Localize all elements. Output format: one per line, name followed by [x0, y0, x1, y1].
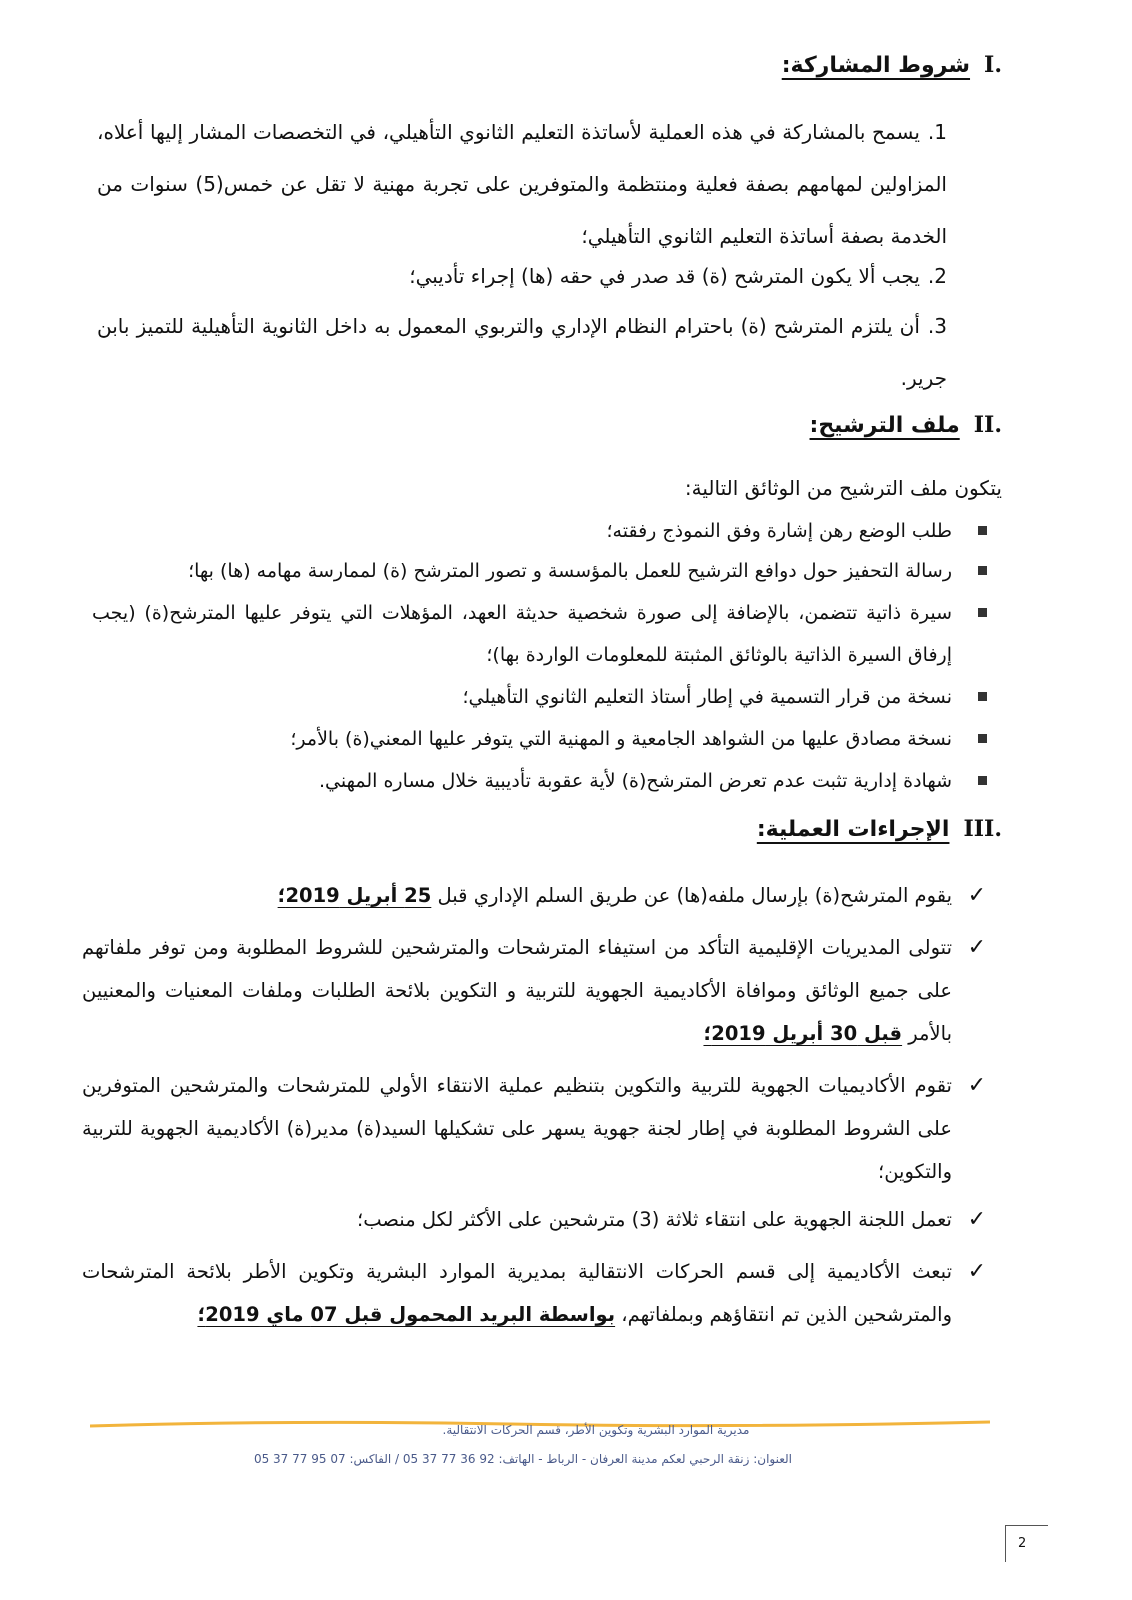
- condition-item: [97, 106, 947, 262]
- procedure-item: [82, 1064, 986, 1193]
- procedure-text: تتولى المديريات الإقليمية التأكد من استيفاء المترشحات والمترشحين للشروط المطلوبة ومن توفر ملفاتهم على جميع الوثائق وموافاة الأكاديمية الجهوية للتربية و التكوين بلائحة الطلبات وملفات المعنيات والمعنيين بالأمر: [82, 936, 952, 1045]
- bullet-square-icon: [978, 734, 987, 743]
- footer-address-line-1: مديرية الموارد البشرية وتكوين الأطر، قسم الحركات الانتقالية.: [442, 1423, 750, 1437]
- document-list-item: [92, 510, 952, 552]
- section-title: شروط المشاركة:: [781, 53, 971, 78]
- bullet-square-icon: [978, 566, 987, 575]
- condition-number: 2.: [927, 264, 947, 288]
- section-title: ملف الترشيح:: [809, 413, 960, 438]
- condition-text: أن يلتزم المترشح (ة) باحترام النظام الإداري والتربوي المعمول به داخل الثانوية التأهيلية للتميز بابن جرير.: [97, 314, 947, 390]
- procedure-deadline: 25 أبريل 2019؛: [277, 884, 432, 907]
- procedure-item: [82, 1198, 986, 1241]
- bullet-square-icon: [978, 692, 987, 701]
- dossier-intro: يتكون ملف الترشيح من الوثائق التالية:: [684, 476, 1002, 500]
- section-title: الإجراءات العملية:: [756, 817, 950, 842]
- section-heading-conditions: [782, 52, 1002, 78]
- checkmark-icon: ✓: [967, 1073, 986, 1098]
- procedure-item: [82, 1250, 986, 1336]
- checkmark-icon: ✓: [967, 1207, 986, 1232]
- checkmark-icon: ✓: [967, 883, 986, 908]
- document-text: نسخة من قرار التسمية في إطار أستاذ التعليم الثانوي التأهيلي؛: [462, 686, 952, 708]
- procedure-text: يقوم المترشح(ة) بإرسال ملفه(ها) عن طريق السلم الإداري قبل: [437, 884, 952, 907]
- procedure-item: [82, 926, 986, 1055]
- document-text: شهادة إدارية تثبت عدم تعرض المترشح(ة) لأية عقوبة تأديبية خلال مساره المهني.: [319, 770, 952, 792]
- bullet-square-icon: [978, 608, 987, 617]
- section-number: .I: [984, 52, 1002, 78]
- document-text: طلب الوضع رهن إشارة وفق النموذج رفقته؛: [606, 520, 952, 542]
- procedure-deadline: بواسطة البريد المحمول قبل 07 ماي 2019؛: [197, 1303, 616, 1326]
- condition-number: 3.: [927, 314, 947, 338]
- document-list-item: [92, 760, 952, 802]
- section-heading-dossier: [810, 412, 1002, 438]
- document-list-item: [92, 550, 952, 592]
- section-number: .III: [963, 816, 1002, 842]
- bullet-square-icon: [978, 776, 987, 785]
- document-list-item: [92, 718, 952, 760]
- page-number: 2: [1018, 1536, 1027, 1551]
- document-text: نسخة مصادق عليها من الشواهد الجامعية و المهنية التي يتوفر عليها المعني(ة) بالأمر؛: [290, 728, 952, 750]
- procedure-text: تبعث الأكاديمية إلى قسم الحركات الانتقالية بمديرية الموارد البشرية وتكوين الأطر بلائحة المترشحات والمترشحين الذين تم انتقاؤهم وبملفاتهم،: [82, 1260, 952, 1326]
- condition-item: [97, 250, 947, 302]
- document-text: رسالة التحفيز حول دوافع الترشيح للعمل بالمؤسسة و تصور المترشح (ة) لممارسة مهامه (ها) بها؛: [188, 560, 952, 582]
- section-number: .II: [973, 412, 1002, 438]
- footer-address-line-2: العنوان: زنقة الرحبي لعكم مدينة العرفان - الرباط - الهاتف: 92 36 77 37 05 / الفاكس: 07 95 77 37 05: [253, 1452, 792, 1466]
- procedure-item: [82, 874, 986, 917]
- document-list-item: [92, 676, 952, 718]
- condition-text: يسمح بالمشاركة في هذه العملية لأساتذة التعليم الثانوي التأهيلي، في التخصصات المشار إليها أعلاه، المزاولين لمهامهم بصفة فعلية ومنتظمة والمتوفرين على تجربة مهنية لا تقل عن خمس(5) سنوات من الخدمة بصفة أساتذة التعليم الثانوي التأهيلي؛: [97, 120, 947, 248]
- checkmark-icon: ✓: [967, 1259, 986, 1284]
- condition-item: [97, 300, 947, 404]
- page-number-box: [1005, 1525, 1048, 1562]
- procedure-deadline: قبل 30 أبريل 2019؛: [703, 1022, 903, 1045]
- checkmark-icon: ✓: [967, 935, 986, 960]
- section-heading-procedures: [757, 816, 1002, 842]
- procedure-text: تعمل اللجنة الجهوية على انتقاء ثلاثة (3) مترشحين على الأكثر لكل منصب؛: [357, 1208, 952, 1231]
- condition-text: يجب ألا يكون المترشح (ة) قد صدر في حقه (ها) إجراء تأديبي؛: [409, 264, 920, 288]
- procedure-text: تقوم الأكاديميات الجهوية للتربية والتكوين بتنظيم عملية الانتقاء الأولي للمترشحات والمترشحين المتوفرين على الشروط المطلوبة في إطار لجنة جهوية يسهر على تشكيلها السيد(ة) مدير(ة) الأكاديمية الجهوية للتربية والتكوين؛: [82, 1074, 952, 1183]
- condition-number: 1.: [927, 120, 947, 144]
- document-text: سيرة ذاتية تتضمن، بالإضافة إلى صورة شخصية حديثة العهد، المؤهلات التي يتوفر عليها المترشح(ة) (يجب إرفاق السيرة الذاتية بالوثائق المثبتة للمعلومات الواردة بها)؛: [92, 602, 952, 666]
- bullet-square-icon: [978, 526, 987, 535]
- document-list-item: [92, 592, 952, 676]
